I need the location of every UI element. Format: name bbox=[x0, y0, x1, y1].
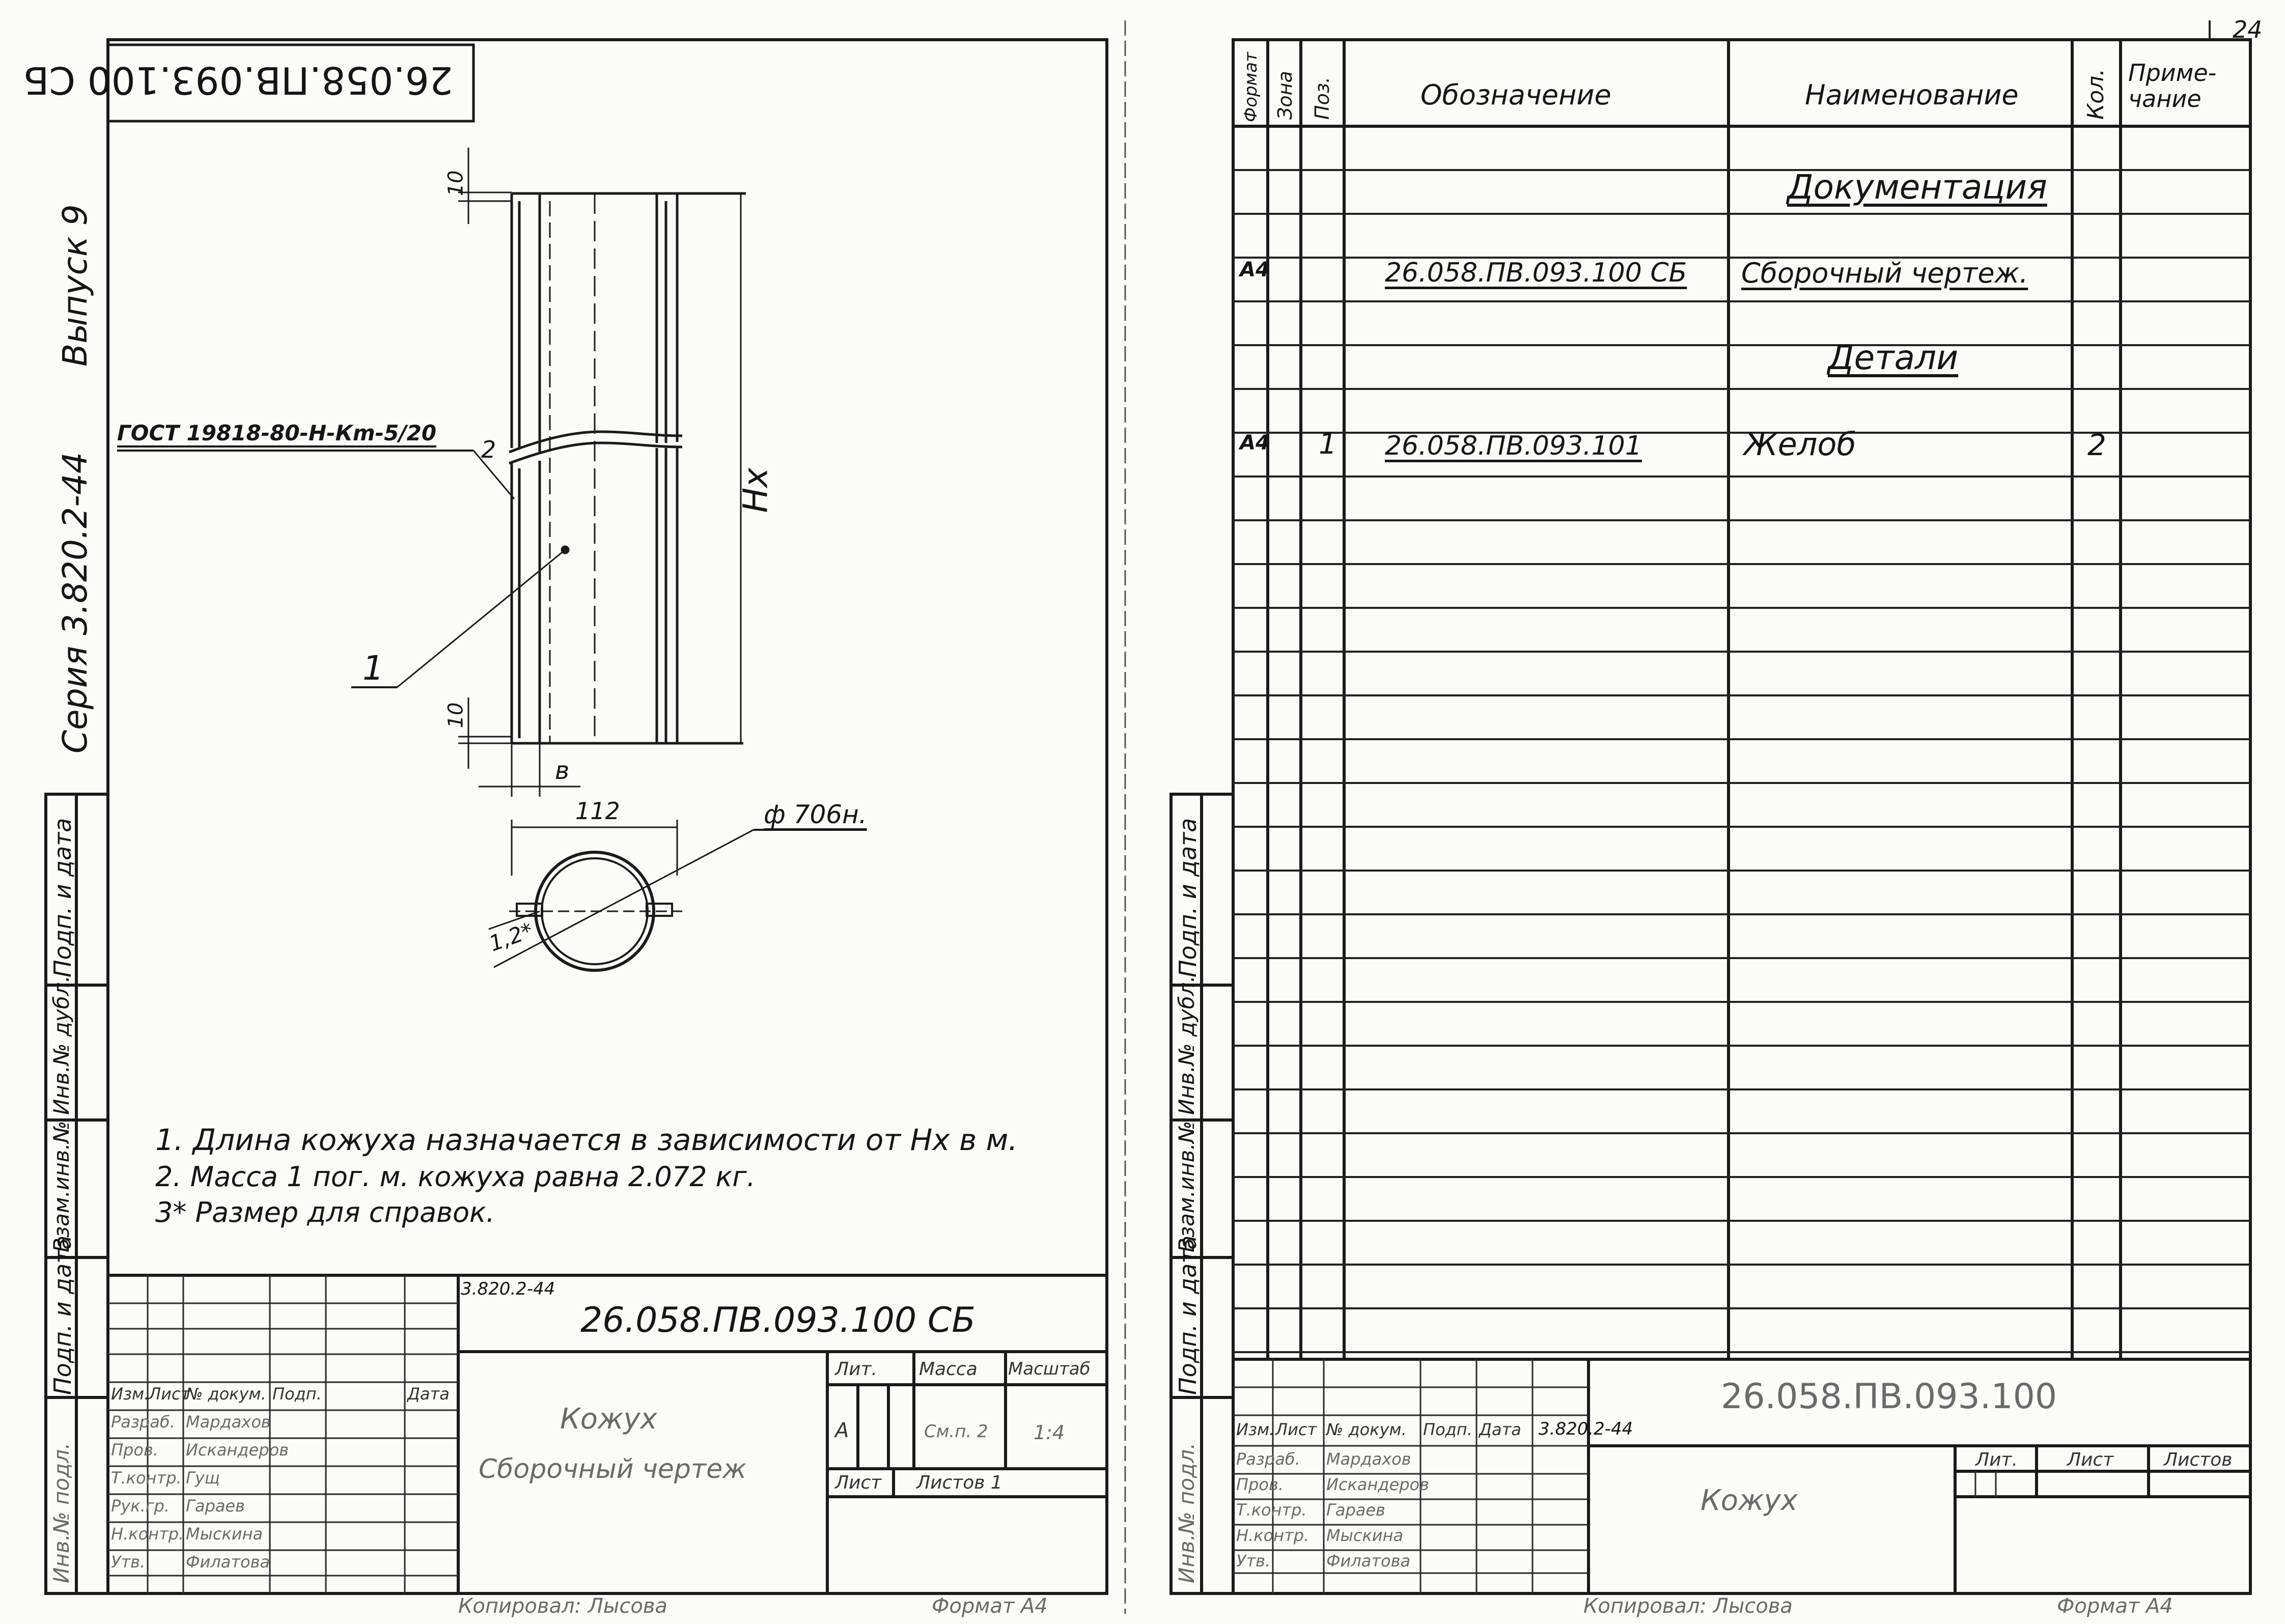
left-designation: 26.058.ПВ.093.100 СБ bbox=[580, 1300, 976, 1340]
right-listov-label: Листов bbox=[2164, 1449, 2233, 1470]
tb-col-header: Изм. bbox=[1236, 1420, 1275, 1439]
tb-name: Искандеров bbox=[1326, 1475, 1429, 1494]
tb-role: Утв. bbox=[111, 1552, 146, 1572]
position-2: 2 bbox=[481, 436, 496, 463]
row2-naimenovanie: Сборочный чертеж. bbox=[1741, 257, 2028, 289]
right-list-label: Лист bbox=[2067, 1449, 2114, 1470]
dim-b: в bbox=[555, 757, 570, 785]
tb-role: Пров. bbox=[111, 1440, 158, 1460]
tb-col-header: № докум. bbox=[1326, 1420, 1407, 1439]
r-margin-podp-data-1: Подп. и дата bbox=[1174, 818, 1202, 977]
r-margin-inv-podl: Инв.№ подл. bbox=[1174, 1442, 1199, 1583]
page-number: 24 bbox=[2233, 16, 2263, 43]
r-margin-podp-data-2: Подп. и дата bbox=[1174, 1235, 1202, 1395]
tb-col-header: Изм. bbox=[111, 1384, 150, 1404]
tb-name: Мардахов bbox=[1326, 1449, 1411, 1469]
tb-col-header: Лист bbox=[149, 1384, 190, 1404]
right-format: Формат А4 bbox=[2057, 1594, 2173, 1618]
tb-role: Рук.гр. bbox=[111, 1496, 170, 1516]
r-margin-vzam-inv: Взам.инв.№ bbox=[1174, 1121, 1199, 1252]
tb-col-header: Подп. bbox=[1423, 1420, 1472, 1439]
note-2: 2. Масса 1 пог. м. кожуха равна 2.072 кг. bbox=[155, 1161, 756, 1193]
hdr-naimenovanie: Наименование bbox=[1805, 79, 2019, 111]
right-lit-label: Лит. bbox=[1975, 1449, 2018, 1470]
r-margin-inv-dubl: Инв.№ дубл. bbox=[1174, 975, 1199, 1115]
tb-role: Утв. bbox=[1236, 1551, 1271, 1571]
left-format: Формат А4 bbox=[932, 1594, 1048, 1618]
hdr-poz: Поз. bbox=[1311, 76, 1333, 120]
left-series-ref: 3.820.2-44 bbox=[461, 1279, 555, 1299]
tb-name: Искандеров bbox=[186, 1440, 289, 1460]
margin-podp-data-2: Подп. и дата bbox=[49, 1235, 76, 1395]
tb-name: Мардахов bbox=[186, 1412, 271, 1432]
tb-role: Н.контр. bbox=[111, 1524, 184, 1544]
hdr-oboznachenie: Обозначение bbox=[1420, 79, 1611, 111]
gost-callout: ГОСТ 19818-80-Н-Кm-5/20 bbox=[117, 421, 437, 445]
section-dokumentaciya: Документация bbox=[1787, 167, 2047, 207]
row4-oboznachenie: 26.058.ПВ.093.101 bbox=[1385, 431, 1642, 461]
note-3: 3* Размер для справок. bbox=[155, 1196, 495, 1228]
tb-role: Т.контр. bbox=[1236, 1500, 1307, 1520]
section-detali: Детали bbox=[1828, 338, 1959, 377]
margin-podp-data-1: Подп. и дата bbox=[49, 818, 76, 977]
tb-name: Мыскина bbox=[186, 1524, 263, 1544]
tb-col-header: № докум. bbox=[186, 1384, 266, 1404]
tb-col-header: Дата bbox=[407, 1384, 450, 1404]
thickness-label: 1,2* bbox=[486, 917, 537, 957]
vypusk-label: Выпуск 9 bbox=[55, 204, 95, 367]
tb-role: Н.контр. bbox=[1236, 1526, 1309, 1545]
right-designation: 26.058.ПВ.093.100 bbox=[1721, 1377, 2057, 1417]
row4-kol: 2 bbox=[2087, 428, 2106, 462]
position-1: 1 bbox=[363, 649, 384, 688]
tb-col-header: Подп. bbox=[272, 1384, 322, 1404]
margin-inv-dubl: Инв.№ дубл. bbox=[49, 975, 74, 1115]
seriya-label: Серия 3.820.2-44 bbox=[55, 452, 95, 753]
diameter-label: ф 706н. bbox=[764, 800, 867, 829]
tb-role: Т.контр. bbox=[111, 1468, 182, 1488]
tb-col-header: Лист bbox=[1275, 1420, 1317, 1439]
left-masshtab-value: 1:4 bbox=[1034, 1421, 1065, 1444]
left-kopiroval: Копировал: Лысова bbox=[458, 1594, 667, 1618]
hdr-format: Формат bbox=[1241, 52, 1261, 122]
left-name-2: Сборочный чертеж bbox=[479, 1454, 746, 1485]
left-masshtab-label: Масштаб bbox=[1008, 1359, 1091, 1379]
hdr-zona: Зона bbox=[1274, 71, 1296, 120]
dim-top: 10 bbox=[444, 170, 468, 197]
right-series-ref: 3.820.2-44 bbox=[1539, 1419, 1633, 1439]
left-massa-value: См.п. 2 bbox=[924, 1421, 988, 1442]
tb-name: Гущ bbox=[186, 1468, 220, 1488]
dim-height: Нх bbox=[736, 467, 775, 513]
left-lit-label: Лит. bbox=[835, 1359, 877, 1380]
tb-name: Мыскина bbox=[1326, 1526, 1404, 1545]
tb-name: Филатова bbox=[1326, 1551, 1411, 1571]
stamp-designation-rotated: 26.058.ПВ.093.100 СБ bbox=[23, 58, 453, 102]
dim-bottom: 10 bbox=[444, 702, 468, 729]
width-112: 112 bbox=[575, 797, 620, 825]
pipe-drawing bbox=[117, 148, 866, 970]
row4-poz: 1 bbox=[1319, 428, 1337, 461]
left-listov-label: Листов 1 bbox=[916, 1472, 1002, 1493]
tb-role: Разраб. bbox=[1236, 1449, 1300, 1469]
left-massa-label: Масса bbox=[919, 1359, 978, 1380]
right-kopiroval: Копировал: Лысова bbox=[1583, 1594, 1793, 1618]
tb-col-header: Дата bbox=[1479, 1420, 1521, 1439]
tb-name: Гараев bbox=[186, 1496, 245, 1516]
right-name: Кожух bbox=[1701, 1484, 1798, 1517]
margin-inv-podl: Инв.№ подл. bbox=[49, 1442, 74, 1583]
row4-naimenovanie: Желоб bbox=[1744, 426, 1856, 463]
hdr-kol: Кол. bbox=[2083, 68, 2109, 120]
tb-role: Пров. bbox=[1236, 1475, 1284, 1494]
note-1: 1. Длина кожуха назначается в зависимости от Нх в м. bbox=[155, 1123, 1018, 1157]
margin-vzam-inv: Взам.инв.№ bbox=[49, 1121, 74, 1252]
row4-format: А4 bbox=[1240, 431, 1270, 455]
tb-name: Гараев bbox=[1326, 1500, 1385, 1520]
left-lit-value: А bbox=[835, 1419, 849, 1442]
row2-oboznachenie: 26.058.ПВ.093.100 СБ bbox=[1385, 258, 1687, 288]
tb-role: Разраб. bbox=[111, 1412, 175, 1432]
hdr-primechanie: Приме- чание bbox=[2128, 59, 2217, 113]
tb-name: Филатова bbox=[186, 1552, 270, 1572]
left-name-1: Кожух bbox=[560, 1403, 657, 1436]
left-list-label: Лист bbox=[835, 1472, 882, 1493]
row2-format: А4 bbox=[1240, 258, 1270, 282]
